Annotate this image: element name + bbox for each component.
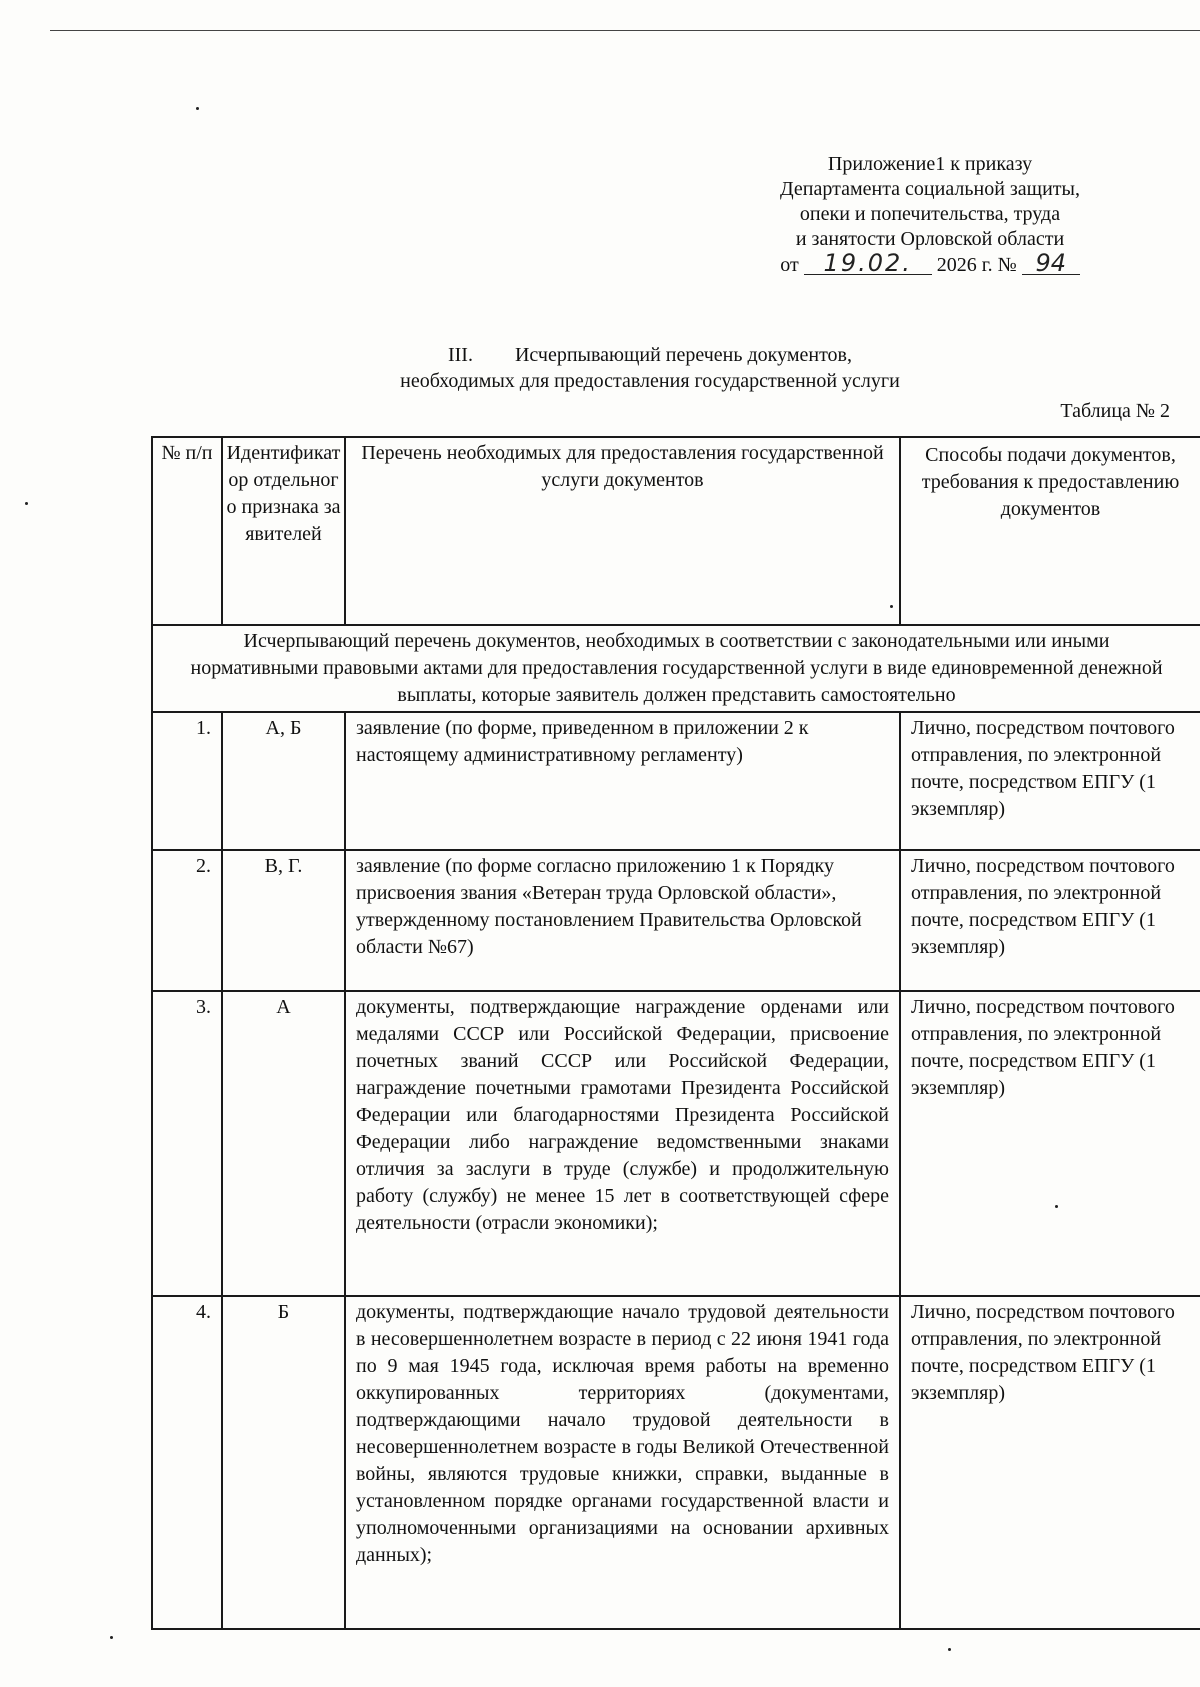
scan-speck <box>948 1648 951 1651</box>
appendix-line-3: опеки и попечительства, труда <box>799 203 1061 225</box>
appendix-line-2: Департамента социальной защиты, <box>780 178 1080 200</box>
table-header-row <box>152 437 1200 625</box>
row-method: Лично, посредством почтового отправления, по электронной почте, посредством ЕПГУ (1 экземпляр) <box>900 712 1200 850</box>
date-prefix: от <box>780 254 799 276</box>
documents-table <box>151 436 1200 1630</box>
top-rule <box>50 30 1200 31</box>
section-number: III. <box>447 344 473 366</box>
col-header-methods: Способы подачи документов, требования к предоставлению документов <box>900 437 1200 625</box>
appendix-line-4: и занятости Орловской области <box>795 228 1065 250</box>
scan-speck <box>25 502 28 505</box>
row-method: Лично, посредством почтового отправления, по электронной почте, посредством ЕПГУ (1 экземпляр) <box>900 991 1200 1296</box>
section-title-line-2: необходимых для предоставления государственной услуги <box>400 370 900 392</box>
order-date-line <box>700 249 1160 278</box>
row-document: заявление (по форме согласно приложению 1 к Порядку присвоения звания «Ветеран труда Орловской области», утвержденному постановлением Правительства Орловской области №67) <box>345 850 900 991</box>
row-identifier: А <box>222 991 345 1296</box>
year-text: 2026 г. № <box>936 254 1017 276</box>
row-method: Лично, посредством почтового отправления, по электронной почте, посредством ЕПГУ (1 экземпляр) <box>900 1296 1200 1629</box>
col-header-identifier: Идентификатор отдельного признака заявителей <box>222 437 345 625</box>
group-heading: Исчерпывающий перечень документов, необходимых в соответствии с законодательными или иными нормативными правовыми актами для предоставления государственной услуги в виде единовременной денежной выплаты, которые заявитель должен представить самостоятельно <box>152 625 1200 712</box>
col-header-documents: Перечень необходимых для предоставления государственной услуги документов <box>345 437 900 625</box>
row-num: 1. <box>152 712 222 850</box>
section-title <box>340 342 960 394</box>
table-row <box>152 991 1200 1296</box>
handwritten-order-number: 94 <box>1022 252 1080 275</box>
group-heading-row <box>152 625 1200 712</box>
row-document: документы, подтверждающие начало трудовой деятельности в несовершеннолетнем возрасте в период с 22 июня 1941 года по 9 мая 1945 года, исключая время работы на временно оккупированных территориях (документами, подтверждающими начало трудовой деятельности в несовершеннолетнем возрасте в годы Великой Отечественной войны, являются трудовые книжки, справки, выданные в установленном порядке органами государственной власти и уполномоченными организациями на основании архивных данных); <box>345 1296 900 1629</box>
scan-speck <box>1055 1205 1058 1208</box>
row-num: 2. <box>152 850 222 991</box>
table-row <box>152 1296 1200 1629</box>
scan-speck <box>110 1636 113 1639</box>
handwritten-date: 19.02. <box>804 252 932 275</box>
row-num: 3. <box>152 991 222 1296</box>
row-identifier: А, Б <box>222 712 345 850</box>
row-document: документы, подтверждающие награждение орденами или медалями СССР или Российской Федерации, присвоение почетных званий СССР или Российской Федерации, награждение почетными грамотами Президента Российской Федерации или благодарностями Президента Российской Федерации либо награждение ведомственными знаками отличия за заслуги в труде (службе) и продолжительную работу (службу) не менее 15 лет в соответствующей сфере деятельности (отрасли экономики); <box>345 991 900 1296</box>
appendix-header <box>700 152 1160 278</box>
scan-speck <box>890 605 893 608</box>
row-identifier: Б <box>222 1296 345 1629</box>
scan-speck <box>196 107 199 110</box>
row-num: 4. <box>152 1296 222 1629</box>
row-method: Лично, посредством почтового отправления, по электронной почте, посредством ЕПГУ (1 экземпляр) <box>900 850 1200 991</box>
table-label: Таблица № 2 <box>1060 400 1170 422</box>
table-row <box>152 850 1200 991</box>
table-row <box>152 712 1200 850</box>
col-header-num: № п/п <box>152 437 222 625</box>
section-title-line-1: Исчерпывающий перечень документов, <box>514 344 852 366</box>
row-identifier: В, Г. <box>222 850 345 991</box>
appendix-line-1: Приложение1 к приказу <box>827 153 1033 175</box>
row-document: заявление (по форме, приведенном в приложении 2 к настоящему административному регламенту) <box>345 712 900 850</box>
